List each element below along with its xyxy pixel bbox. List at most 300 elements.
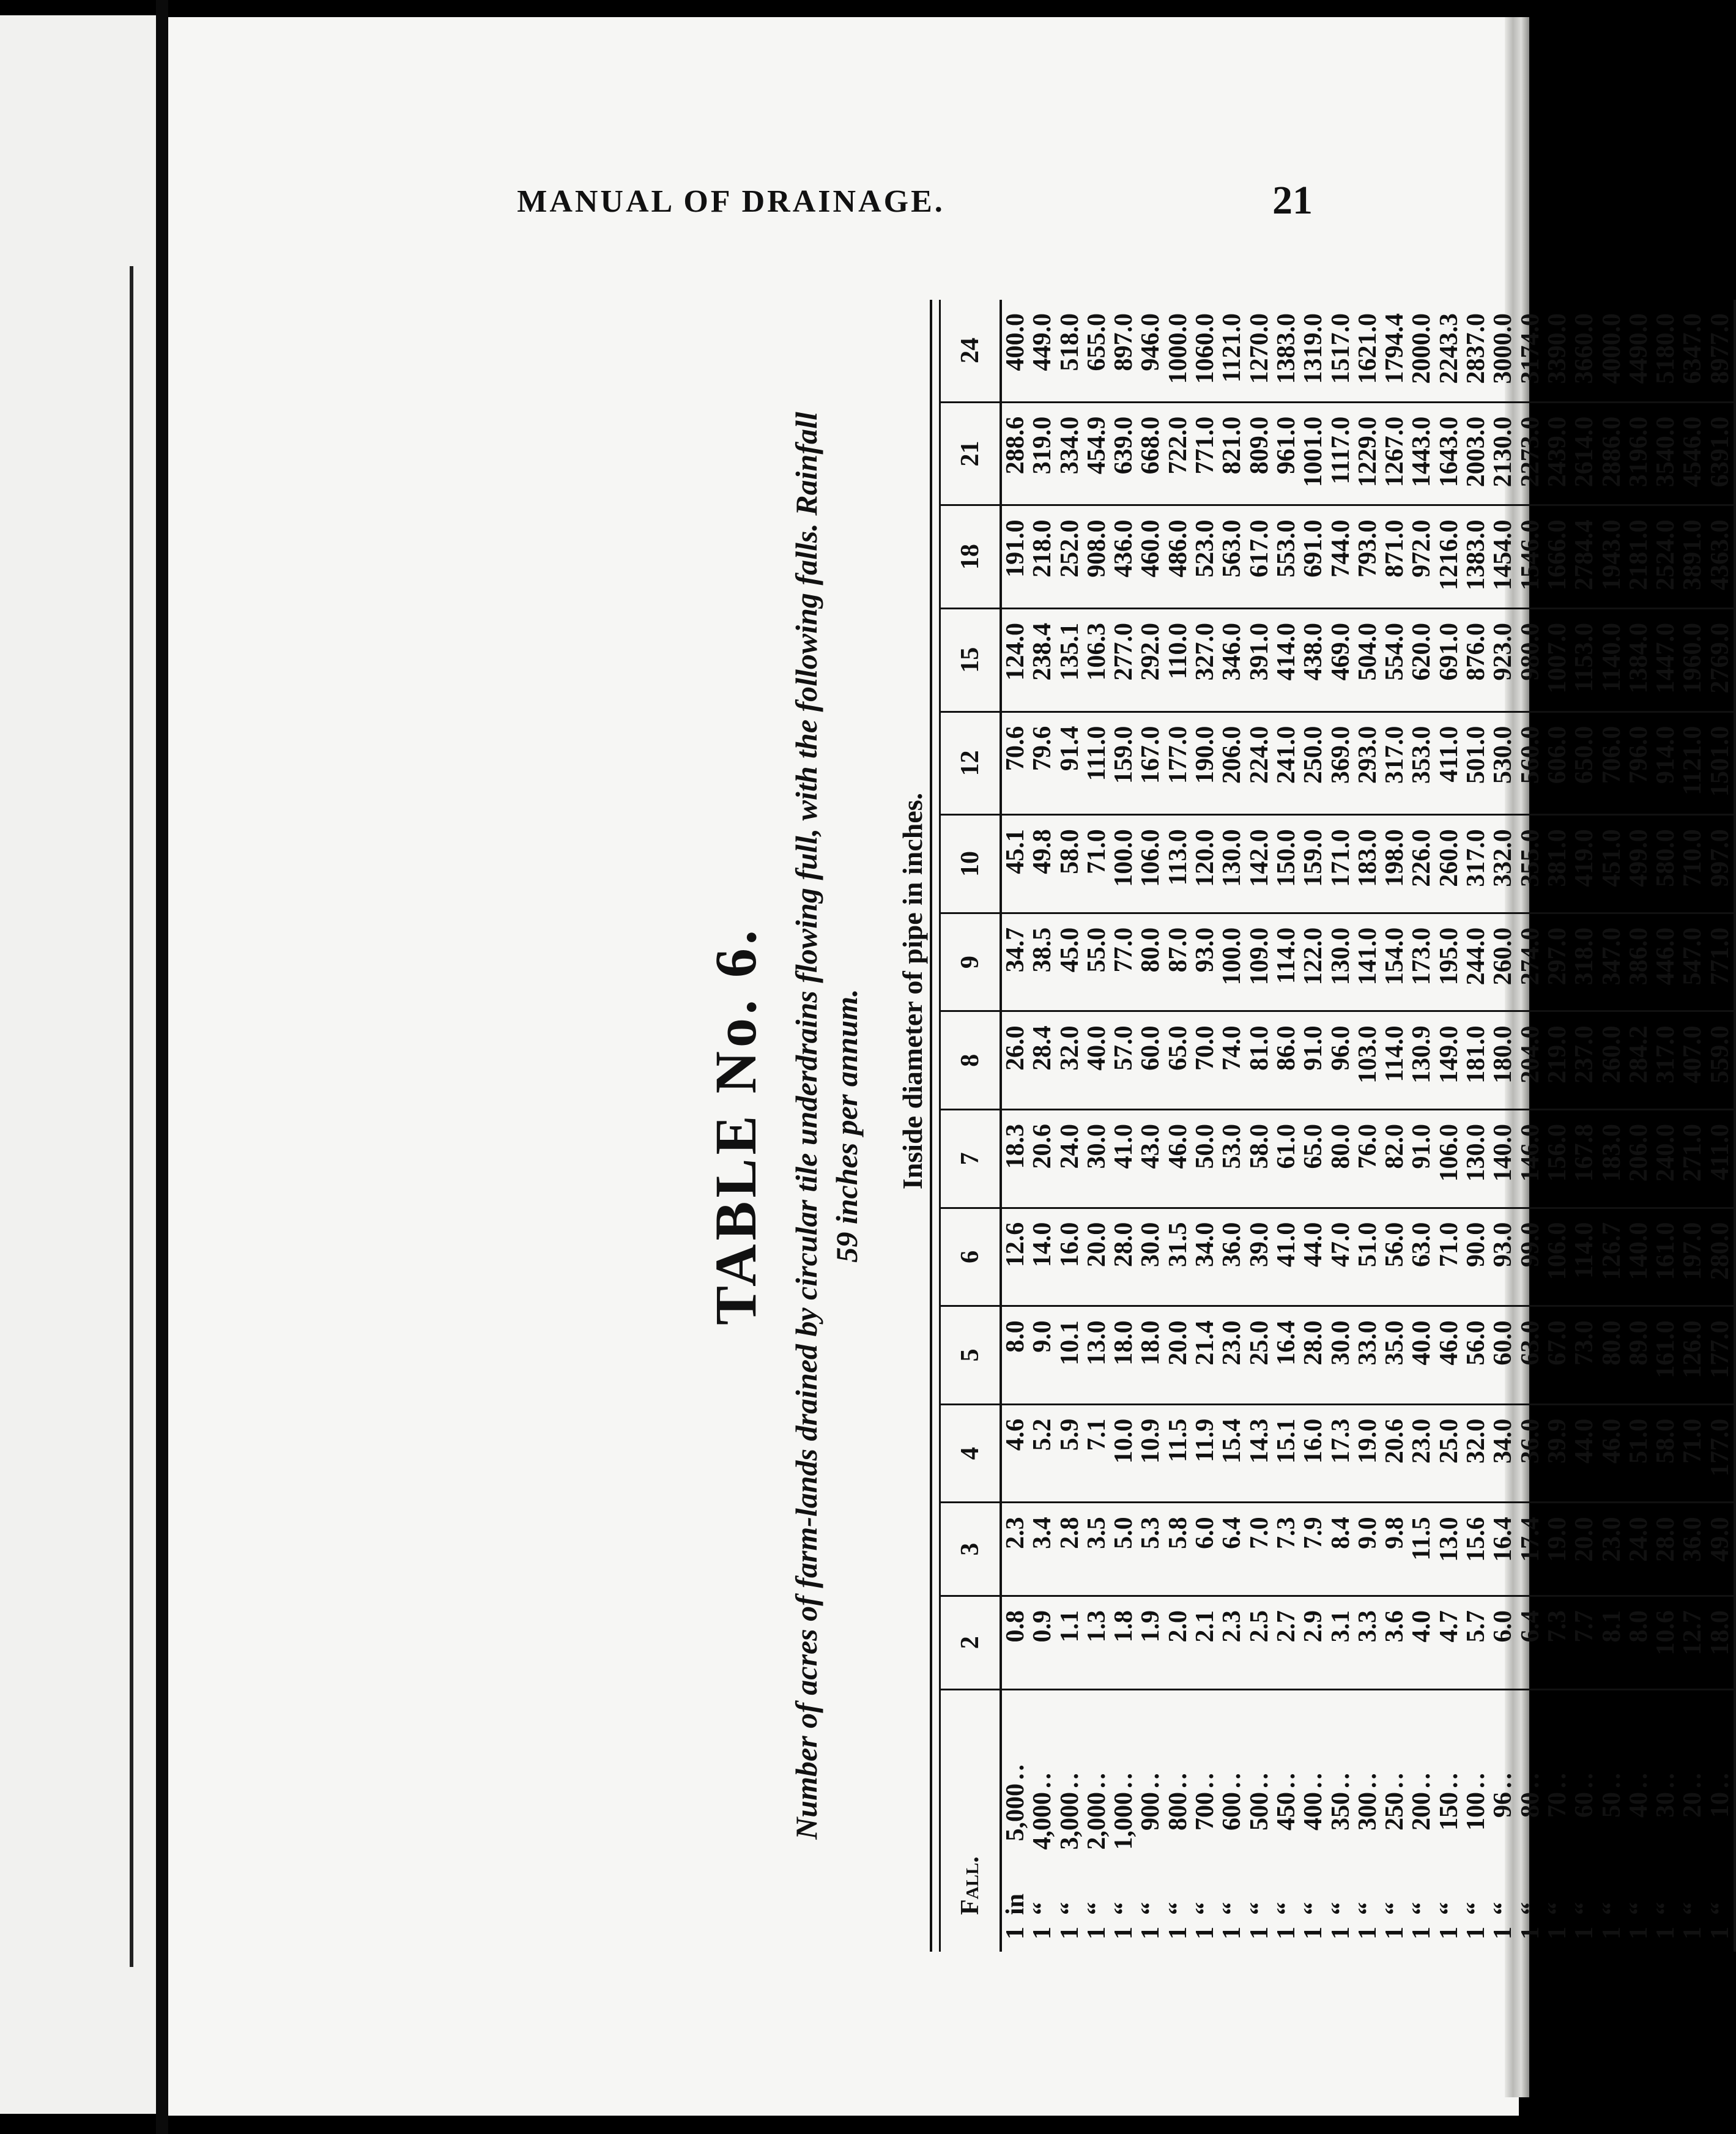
acres-cell: 9.0 [1029,1306,1056,1405]
caption-line-1: Number of acres of farm-lands drained by circular tile underdrains flowing full, with the following falls. Rainfall [789,412,823,1840]
acres-cell: 2784.4 [1571,505,1598,609]
diameter-header: 3 [940,1503,1001,1596]
acres-cell: 1794.4 [1381,313,1409,384]
acres-cell: 530.0 [1489,712,1516,815]
leader-dots: .. [1055,1771,1084,1788]
facing-page-rule [130,266,133,1967]
acres-cell: 260.0 [1489,913,1516,1011]
acres-cell: 49.0 [1707,1503,1735,1596]
leader-dots: .. [1218,1771,1247,1788]
acres-cell: 71.0 [1679,1404,1706,1503]
fall-cell [1029,1689,1056,1952]
acres-cell: 821.0 [1219,402,1245,505]
table-row [1327,300,1354,1952]
acres-cell: 7.3 [1544,1596,1571,1689]
fall-cell [1463,1689,1489,1952]
acres-cell: 668.0 [1137,402,1164,505]
fall-numerator: 1 [1543,1927,1571,1939]
fall-denominator: 60 [1570,1792,1599,1818]
fall-cell [1652,1689,1679,1952]
acres-cell: 11.9 [1192,1404,1219,1503]
acres-cell: 1384.0 [1625,608,1652,712]
acres-cell: 70.0 [1192,1011,1219,1110]
diameter-header: 5 [940,1306,1001,1405]
acres-cell: 177.0 [1707,1404,1735,1503]
acres-cell: 63.0 [1408,1208,1435,1306]
acres-cell: 744.0 [1327,505,1354,609]
fall-cell [1544,1689,1571,1952]
fall-numerator: 1 [1326,1927,1355,1939]
acres-cell: 46.0 [1598,1404,1625,1503]
acres-cell: 81.0 [1246,1011,1273,1110]
fall-cell [1489,1689,1516,1952]
fall-column-header: Fall. [940,1689,1001,1952]
fall-denominator: 20 [1679,1792,1707,1818]
acres-cell: 655.0 [1082,313,1111,371]
acres-cell: 5.3 [1137,1503,1164,1596]
leader-dots: .. [1652,1771,1680,1788]
acres-cell: 706.0 [1598,712,1625,815]
fall-denominator: 900 [1137,1792,1165,1831]
fall-denominator: 4,000 [1028,1792,1057,1850]
fall-cell [1219,1689,1245,1952]
fall-numerator: 1 [1462,1927,1491,1939]
table-caption [786,300,867,1952]
acres-cell: 1140.0 [1598,608,1625,712]
acres-cell: 1117.0 [1327,402,1354,505]
leader-dots: .. [1299,1771,1328,1788]
fall-cell [1408,1689,1435,1952]
acres-cell: 46.0 [1165,1110,1192,1208]
acres-cell: 2614.0 [1571,402,1598,505]
fall-numerator: 1 [1137,1927,1165,1939]
fall-denominator: 50 [1597,1792,1626,1818]
acres-cell: 346.0 [1219,608,1245,712]
acres-cell: 8.4 [1327,1503,1354,1596]
acres-cell: 2273.0 [1517,402,1544,505]
fall-cell [1110,1689,1137,1952]
acres-cell: 1319.0 [1299,313,1328,384]
acres-cell: 355.0 [1517,815,1544,913]
acres-cell: 2130.0 [1489,402,1516,505]
acres-cell: 80.0 [1137,913,1164,1011]
acres-cell: 11.5 [1165,1404,1192,1503]
fall-separator: “ [1272,1902,1300,1915]
leader-dots: .. [1245,1771,1274,1788]
acres-cell: 58.0 [1246,1110,1273,1208]
acres-cell: 6347.0 [1679,313,1707,384]
acres-cell: 120.0 [1192,815,1219,913]
acres-cell: 4.6 [1001,1404,1029,1503]
acres-cell: 280.0 [1707,1208,1735,1306]
acres-cell: 140.0 [1489,1110,1516,1208]
acres-cell: 114.0 [1273,913,1300,1011]
acres-cell: 10.6 [1652,1596,1679,1689]
table-row [1354,300,1381,1952]
leader-dots: .. [1679,1771,1707,1788]
fall-denominator: 800 [1163,1792,1192,1831]
acres-cell: 17.4 [1517,1503,1544,1596]
acres-cell: 580.0 [1652,815,1679,913]
acres-cell: 1.9 [1137,1596,1164,1689]
acres-cell: 15.4 [1219,1404,1245,1503]
acres-cell: 55.0 [1083,913,1110,1011]
acres-cell: 100.0 [1110,815,1137,913]
acres-cell: 51.0 [1354,1208,1381,1306]
acres-cell: 106.0 [1544,1208,1571,1306]
fall-denominator: 150 [1434,1792,1463,1831]
acres-cell: 19.0 [1544,1503,1571,1596]
acres-cell: 961.0 [1273,402,1300,505]
acres-cell: 114.0 [1571,1208,1598,1306]
acres-cell: 518.0 [1055,313,1084,371]
fall-cell [1517,1689,1544,1952]
acres-cell: 35.0 [1381,1306,1408,1405]
acres-cell: 1.3 [1083,1596,1110,1689]
acres-cell: 36.0 [1219,1208,1245,1306]
acres-cell: 1267.0 [1381,402,1408,505]
acres-cell: 124.0 [1001,608,1029,712]
acres-cell: 353.0 [1408,712,1435,815]
fall-numerator: 1 [1624,1927,1653,1939]
acres-cell: 113.0 [1165,815,1192,913]
acres-cell: 3174.0 [1516,313,1545,384]
acres-cell: 181.0 [1463,1011,1489,1110]
fall-separator: “ [1652,1902,1680,1915]
acres-cell: 91.4 [1056,712,1083,815]
acres-cell: 177.0 [1707,1306,1735,1405]
acres-cell: 1960.0 [1679,608,1706,712]
acres-cell: 195.0 [1436,913,1463,1011]
leader-dots: .. [1137,1771,1165,1788]
diameter-header: 7 [940,1110,1001,1208]
fall-cell [1001,1689,1029,1952]
acres-cell: 6.0 [1489,1596,1516,1689]
acres-cell: 36.0 [1517,1404,1544,1503]
acres-cell: 2837.0 [1462,313,1491,384]
acres-cell: 28.0 [1110,1208,1137,1306]
acres-cell: 41.0 [1110,1110,1137,1208]
running-head: MANUAL OF DRAINAGE. [517,184,945,219]
fall-numerator: 1 [1489,1927,1518,1939]
acres-cell: 28.0 [1652,1503,1679,1596]
acres-cell: 6.4 [1219,1503,1245,1596]
acres-cell: 65.0 [1165,1011,1192,1110]
table-row [1165,300,1192,1952]
acres-cell: 177.0 [1165,712,1192,815]
fall-separator: “ [1408,1902,1436,1915]
acres-cell: 111.0 [1083,712,1110,815]
acres-cell: 146.0 [1517,1110,1544,1208]
acres-cell: 4363.0 [1707,505,1735,609]
acres-cell: 14.0 [1029,1208,1056,1306]
leader-dots: .. [1001,1761,1029,1780]
fall-numerator: 1 [1570,1927,1599,1939]
fall-separator: “ [1110,1902,1138,1915]
acres-cell: 1121.0 [1218,313,1247,383]
acres-cell: 30.0 [1137,1208,1164,1306]
acres-cell: 10.0 [1110,1404,1137,1503]
acres-cell: 103.0 [1354,1011,1381,1110]
acres-cell: 3.3 [1354,1596,1381,1689]
acres-cell: 198.0 [1381,815,1408,913]
acres-cell: 20.0 [1083,1208,1110,1306]
acres-cell: 2181.0 [1625,505,1652,609]
acres-cell: 183.0 [1598,1110,1625,1208]
acres-cell: 3540.0 [1652,402,1679,505]
acres-cell: 24.0 [1056,1110,1083,1208]
acres-cell: 3.4 [1029,1503,1056,1596]
table-row [1408,300,1435,1952]
acres-cell: 56.0 [1381,1208,1408,1306]
acres-cell: 56.0 [1463,1306,1489,1405]
fall-cell [1083,1689,1110,1952]
acres-cell: 20.0 [1165,1306,1192,1405]
table-row [1381,300,1408,1952]
acres-cell: 4490.0 [1624,313,1653,384]
leader-dots: .. [1110,1771,1138,1788]
leader-dots: .. [1191,1771,1220,1788]
acres-cell: 34.0 [1192,1208,1219,1306]
acres-cell: 74.0 [1219,1011,1245,1110]
acres-cell: 923.0 [1489,608,1516,712]
fall-denominator: 70 [1543,1792,1571,1818]
acres-cell: 206.0 [1219,712,1245,815]
leader-dots: .. [1353,1771,1382,1788]
acres-cell: 559.0 [1707,1011,1735,1110]
acres-cell: 130.0 [1463,1110,1489,1208]
acres-cell: 173.0 [1408,913,1435,1011]
acres-cell: 71.0 [1436,1208,1463,1306]
table-row [1652,300,1679,1952]
acres-cell: 1943.0 [1598,505,1625,609]
acres-cell: 9.8 [1381,1503,1408,1596]
fall-denominator: 300 [1353,1792,1382,1831]
leader-dots: .. [1028,1771,1057,1788]
acres-cell: 51.0 [1625,1404,1652,1503]
acres-cell: 547.0 [1679,913,1706,1011]
acres-cell: 16.4 [1273,1306,1300,1405]
fall-separator: “ [1326,1902,1355,1915]
acres-cell: 1517.0 [1326,313,1355,384]
acres-cell: 3.5 [1083,1503,1110,1596]
acres-cell: 710.0 [1679,815,1706,913]
fall-numerator: 1 [1434,1927,1463,1939]
acres-cell: 2.8 [1056,1503,1083,1596]
acres-cell: 122.0 [1300,913,1327,1011]
acres-cell: 908.0 [1083,505,1110,609]
acres-cell: 57.0 [1110,1011,1137,1110]
acres-cell: 154.0 [1381,913,1408,1011]
acres-cell: 15.1 [1273,1404,1300,1503]
acres-cell: 563.0 [1219,505,1245,609]
acres-cell: 620.0 [1408,608,1435,712]
acres-cell: 454.9 [1083,402,1110,505]
table-top-rule [930,300,932,1952]
acres-cell: 15.6 [1463,1503,1489,1596]
acres-cell: 224.0 [1246,712,1273,815]
acres-cell: 411.0 [1707,1110,1735,1208]
fall-separator: “ [1489,1902,1518,1915]
table-row [1436,300,1463,1952]
acres-cell: 16.0 [1056,1208,1083,1306]
acres-cell: 12.7 [1679,1596,1706,1689]
acres-cell: 109.0 [1246,913,1273,1011]
fall-cell [1327,1689,1354,1952]
acres-cell: 946.0 [1137,313,1165,371]
fall-denominator: 600 [1218,1792,1247,1831]
fall-numerator: 1 [1082,1927,1111,1939]
acres-cell: 50.0 [1192,1110,1219,1208]
acres-cell: 226.0 [1408,815,1435,913]
acres-cell: 8.1 [1598,1596,1625,1689]
acres-cell: 504.0 [1354,608,1381,712]
acres-cell: 7.7 [1571,1596,1598,1689]
fall-denominator: 450 [1272,1792,1300,1831]
acres-cell: 5.8 [1165,1503,1192,1596]
acres-cell: 126.0 [1679,1306,1706,1405]
acres-cell: 317.0 [1652,1011,1679,1110]
table-body [1001,300,1735,1952]
acres-cell: 110.0 [1165,608,1192,712]
acres-cell: 8.0 [1001,1306,1029,1405]
acres-cell: 327.0 [1192,608,1219,712]
acres-cell: 43.0 [1137,1110,1164,1208]
acres-cell: 2.9 [1300,1596,1327,1689]
fall-numerator: 1 [1245,1927,1274,1939]
acres-cell: 150.0 [1273,815,1300,913]
acres-cell: 45.0 [1056,913,1083,1011]
diameter-header: 4 [940,1404,1001,1503]
fall-numerator: 1 [1679,1927,1707,1939]
table-row [1517,300,1544,1952]
acres-cell: 914.0 [1652,712,1679,815]
acres-cell: 381.0 [1544,815,1571,913]
acres-cell: 2.3 [1219,1596,1245,1689]
acres-cell: 2243.3 [1434,313,1463,384]
leader-dots: .. [1597,1771,1626,1788]
acres-cell: 47.0 [1327,1208,1354,1306]
acres-cell: 438.0 [1300,608,1327,712]
acres-cell: 293.0 [1354,712,1381,815]
acres-cell: 99.0 [1517,1208,1544,1306]
fall-separator: “ [1434,1902,1463,1915]
fall-numerator: 1 [1110,1927,1138,1939]
fall-numerator: 1 [1191,1927,1220,1939]
diameter-header: 15 [940,608,1001,712]
acres-cell: 14.3 [1246,1404,1273,1503]
acres-cell: 197.0 [1679,1208,1706,1306]
acres-cell: 5.7 [1463,1596,1489,1689]
table-row [1273,300,1300,1952]
acres-cell: 722.0 [1165,402,1192,505]
table-row [1029,300,1056,1952]
table-row [1544,300,1571,1952]
acres-cell: 560.0 [1517,712,1544,815]
acres-cell: 106.3 [1083,608,1110,712]
fall-numerator: 1 [1408,1927,1436,1939]
acres-cell: 317.0 [1463,815,1489,913]
acres-cell: 41.0 [1273,1208,1300,1306]
fall-denominator: 3,000 [1055,1792,1084,1850]
leader-dots: .. [1543,1771,1571,1788]
acres-cell: 156.0 [1544,1110,1571,1208]
diameter-group-label: Inside diameter of pipe in inches. [897,792,928,1190]
acres-cell: 53.0 [1219,1110,1245,1208]
acres-cell: 3390.0 [1543,313,1571,384]
acres-cell: 414.0 [1273,608,1300,712]
acres-cell: 106.0 [1137,815,1164,913]
acres-cell: 63.0 [1517,1306,1544,1405]
acres-cell: 10.9 [1137,1404,1164,1503]
fall-separator: “ [1462,1902,1491,1915]
acres-cell: 3.6 [1381,1596,1408,1689]
fall-separator: “ [1163,1902,1192,1915]
acres-cell: 142.0 [1246,815,1273,913]
fall-denominator: 30 [1652,1792,1680,1818]
acres-cell: 317.0 [1381,712,1408,815]
acres-cell: 1666.0 [1544,505,1571,609]
acres-cell: 5180.0 [1652,313,1680,384]
diameter-header: 18 [940,505,1001,609]
acres-cell: 28.0 [1300,1306,1327,1405]
acres-cell: 130.9 [1408,1011,1435,1110]
acres-cell: 12.6 [1001,1208,1029,1306]
acres-cell: 39.0 [1246,1208,1273,1306]
acres-cell: 446.0 [1652,913,1679,1011]
fall-separator: “ [1082,1902,1111,1915]
acres-cell: 161.0 [1652,1306,1679,1405]
acres-cell: 180.0 [1489,1011,1516,1110]
fall-numerator: 1 [1381,1927,1409,1939]
acres-cell: 1383.0 [1463,505,1489,609]
acres-cell: 7.0 [1246,1503,1273,1596]
acres-cell: 28.4 [1029,1011,1056,1110]
fall-numerator: 1 [1272,1927,1300,1939]
table-row [1679,300,1706,1952]
acres-cell: 30.0 [1083,1110,1110,1208]
fall-numerator: 1 [1218,1927,1247,1939]
table-row [1246,300,1273,1952]
acres-cell: 400.0 [1001,313,1029,371]
acres-cell: 4000.0 [1597,313,1626,384]
acres-cell: 171.0 [1327,815,1354,913]
acres-cell: 2.1 [1192,1596,1219,1689]
acres-cell: 36.0 [1679,1503,1706,1596]
fall-separator: “ [1624,1902,1653,1915]
acres-cell: 13.0 [1083,1306,1110,1405]
acres-cell: 3000.0 [1489,313,1518,384]
acres-cell: 16.4 [1489,1503,1516,1596]
acres-cell: 274.0 [1517,913,1544,1011]
leader-dots: .. [1381,1771,1409,1788]
fall-separator: “ [1679,1902,1707,1915]
acres-cell: 6.4 [1517,1596,1544,1689]
acres-cell: 7.3 [1273,1503,1300,1596]
acres-cell: 23.0 [1219,1306,1245,1405]
acres-cell: 93.0 [1192,913,1219,1011]
acres-cell: 82.0 [1381,1110,1408,1208]
acres-cell: 204.0 [1517,1011,1544,1110]
acres-cell: 386.0 [1625,913,1652,1011]
fall-numerator: 1 [1597,1927,1626,1939]
acres-cell: 469.0 [1327,608,1354,712]
acres-cell: 44.0 [1571,1404,1598,1503]
table-row [1489,300,1516,1952]
facing-page-edge [0,15,156,2114]
acres-cell: 553.0 [1273,505,1300,609]
fall-cell [1707,1689,1735,1952]
